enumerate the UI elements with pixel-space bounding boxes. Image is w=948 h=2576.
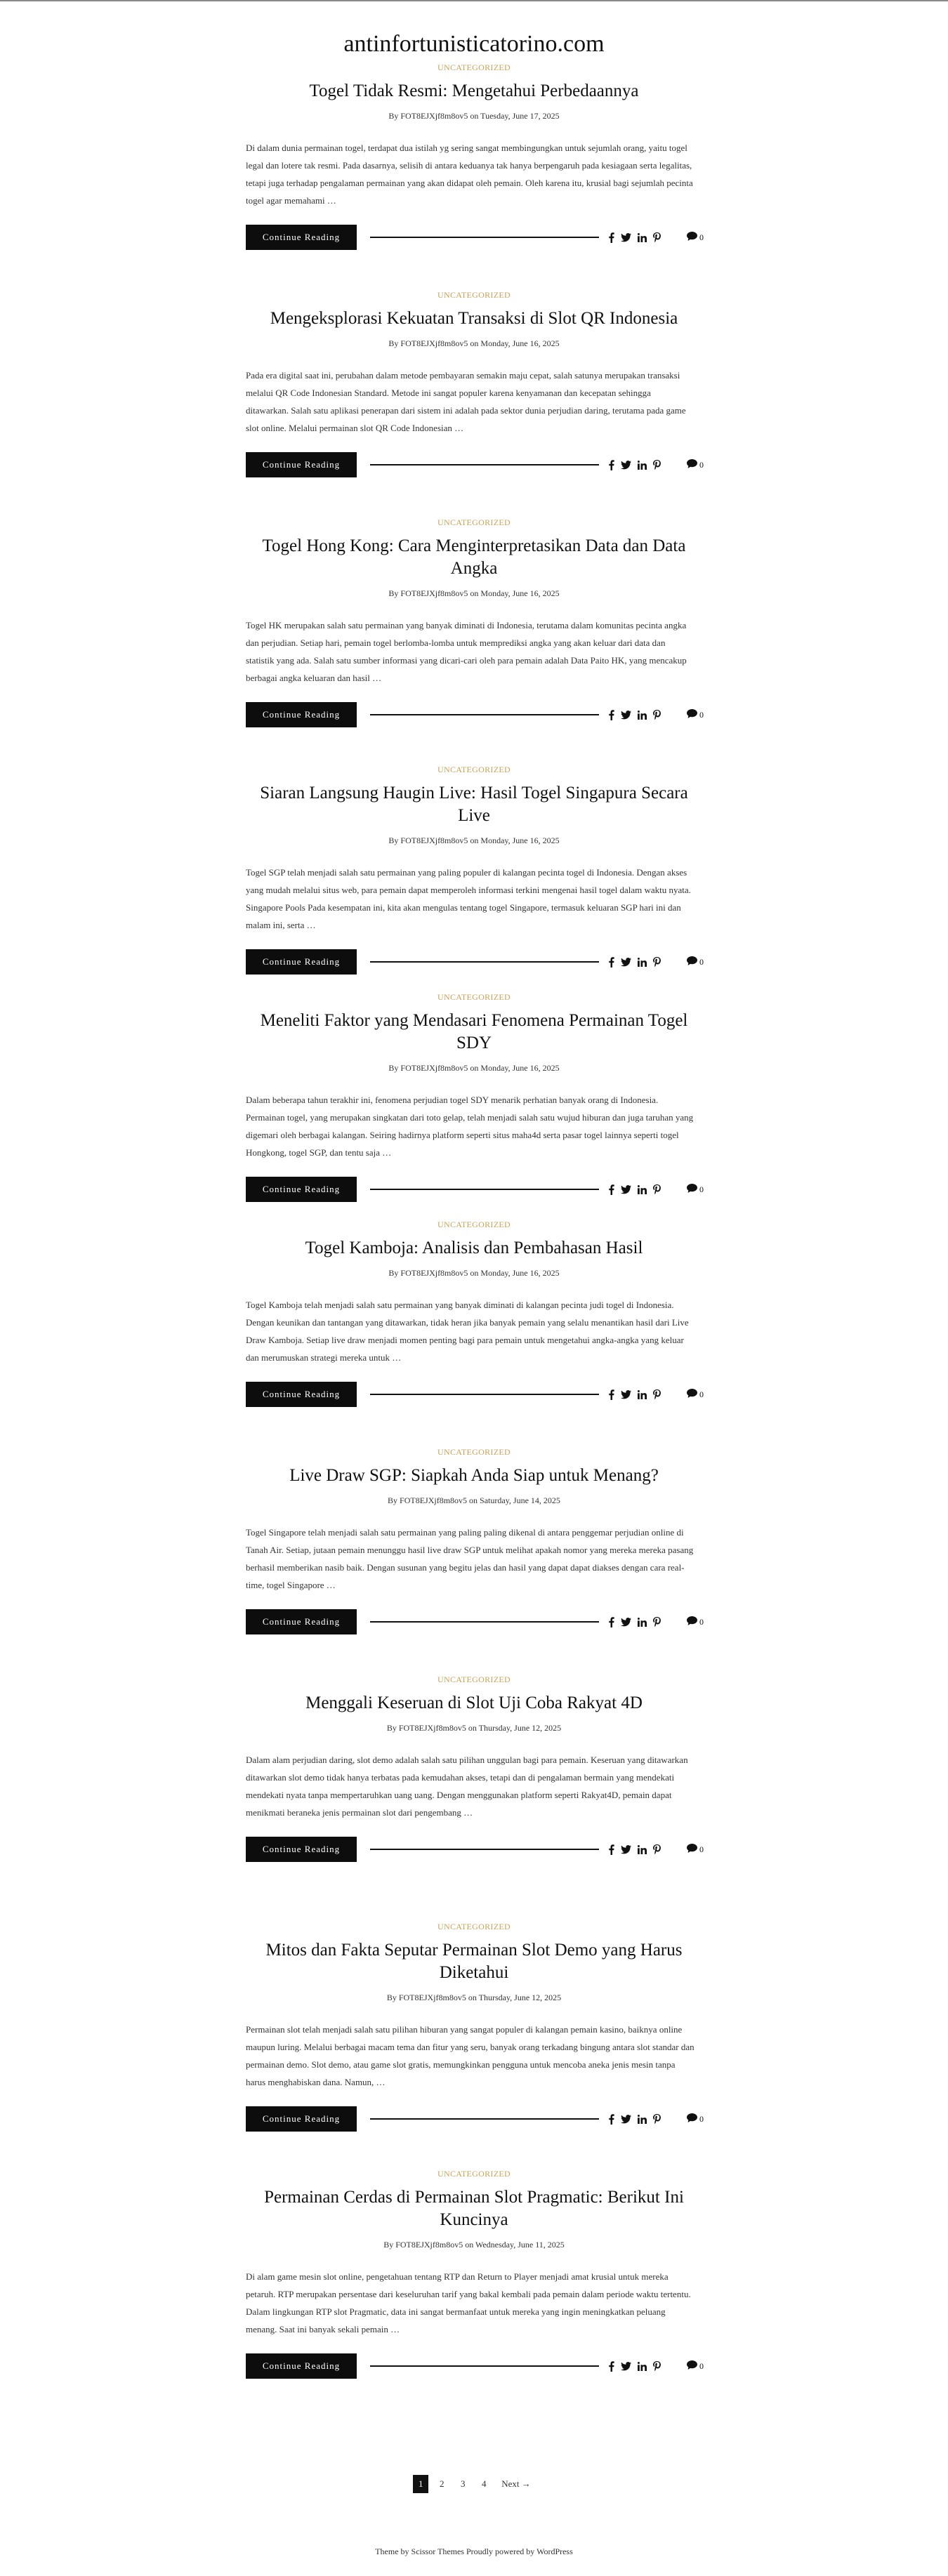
share-links — [608, 458, 661, 471]
share-links — [608, 708, 661, 721]
post-meta: By FOT8EJXjf8m8ov5 on Saturday, June 14, 2025 — [388, 1495, 560, 1505]
post-category[interactable]: UNCATEGORIZED — [437, 290, 511, 300]
comments-link[interactable] — [687, 1183, 704, 1196]
post-excerpt: Togel SGP telah menjadi salah satu permainan yang paling populer di kalangan pecinta togel di Indonesia. Dengan akses yang mudah melalui situs web, para pemain dapat memperoleh informasi terkini mengenai hasil togel dalam waktu nyata. Singapore Pools Pada kesempatan ini, kita akan mengulas tentang togel Singapore, termasuk keluaran SGP hari ini dan malam ini, serta … — [246, 867, 691, 930]
linkedin-icon[interactable] — [638, 461, 647, 470]
post-category[interactable]: UNCATEGORIZED — [437, 765, 511, 774]
twitter-icon[interactable] — [621, 1185, 631, 1194]
comments-link[interactable] — [687, 708, 704, 721]
twitter-icon[interactable] — [621, 958, 631, 967]
divider-line — [370, 1621, 599, 1623]
twitter-icon[interactable] — [621, 461, 631, 470]
post-excerpt: Dalam beberapa tahun terakhir ini, fenomena perjudian togel SDY menarik perhatian banyak orang di Indonesia. Permainan togel, yang merupakan singkatan dari toto gelap, telah menjadi salah satu wujud hiburan dan juga taruhan yang digemari oleh berbagai kalangan. Seiring hadirnya platform seperti situs maha4d serta pasar togel lainnya seperti togel Hongkong, togel SGP, dan tentu saja … — [246, 1095, 694, 1158]
pinterest-icon[interactable] — [653, 460, 661, 470]
continue-reading-button[interactable]: Continue Reading — [246, 949, 357, 975]
share-links — [608, 1388, 661, 1401]
post-actions — [246, 702, 702, 727]
post-category[interactable]: UNCATEGORIZED — [437, 992, 511, 1002]
comment-count: 0 — [699, 1844, 704, 1854]
post-actions — [246, 1837, 702, 1862]
divider-line — [370, 714, 599, 715]
post-actions — [246, 949, 702, 975]
facebook-icon[interactable] — [608, 1844, 614, 1855]
divider-line — [370, 1394, 599, 1395]
page-link-3[interactable]: 3 — [460, 2478, 466, 2489]
post-item — [0, 1921, 948, 2132]
post-actions — [246, 225, 702, 250]
share-links — [608, 231, 661, 244]
post-meta: By FOT8EJXjf8m8ov5 on Wednesday, June 11, 2025 — [383, 2240, 565, 2250]
comment-count: 0 — [699, 1184, 704, 1194]
post-category[interactable]: UNCATEGORIZED — [437, 1220, 511, 1229]
continue-reading-button[interactable]: Continue Reading — [246, 1382, 357, 1407]
comments-link[interactable] — [687, 2113, 704, 2125]
post-meta: By FOT8EJXjf8m8ov5 on Monday, June 16, 2025 — [388, 835, 560, 845]
continue-reading-button[interactable]: Continue Reading — [246, 1177, 357, 1202]
twitter-icon[interactable] — [621, 2115, 631, 2124]
post-list — [0, 60, 948, 2518]
comment-bubble-icon — [687, 1844, 697, 1856]
post-body — [246, 1219, 702, 1407]
post-title[interactable]: Togel Kamboja: Analisis dan Pembahasan Hasil — [305, 1239, 643, 1257]
divider-line — [370, 464, 599, 465]
comment-bubble-icon — [687, 1616, 697, 1628]
post-excerpt: Permainan slot telah menjadi salah satu pilihan hiburan yang sangat populer di kalangan pemain kasino, baiknya online maupun luring. Melalui berbagai macam tema dan fitur yang seru, banyak orang terkadang bingung antara slot standar dan permainan demo. Slot demo, atau game slot gratis, memungkinkan pengguna untuk mencoba aneka jenis mesin tanpa harus menghabiskan dana. Namun, … — [246, 2024, 694, 2087]
site-title[interactable]: antinfortunisticatorino.com — [343, 31, 605, 57]
post-body — [246, 1446, 702, 1634]
post-body — [246, 1921, 702, 2132]
post-title[interactable]: Togel Tidak Resmi: Mengetahui Perbedaannya — [309, 81, 639, 100]
pinterest-icon[interactable] — [653, 1844, 661, 1854]
post-actions — [246, 452, 702, 477]
post-excerpt: Di alam game mesin slot online, pengetahuan tentang RTP dan Return to Player menjadi amat krusial untuk mereka petaruh. RTP merupakan persentase dari keseluruhan tarif yang bakal kembali pada pemain dalam periode waktu tertentu. Dalam lingkungan RTP slot Pragmatic, data ini sangat bermanfaat untuk mereka yang ingin meningkatkan peluang menang. Saat ini banyak sekali pemain … — [246, 2271, 691, 2334]
divider-line — [370, 1189, 599, 1190]
linkedin-icon[interactable] — [638, 2362, 647, 2371]
post-item — [0, 62, 948, 250]
comment-bubble-icon — [687, 956, 697, 968]
facebook-icon[interactable] — [608, 1184, 614, 1195]
post-title[interactable]: Meneliti Faktor yang Mendasari Fenomena Permainan Togel SDY — [260, 1011, 688, 1052]
linkedin-icon[interactable] — [638, 1845, 647, 1854]
divider-line — [370, 961, 599, 963]
comments-link[interactable] — [687, 2360, 704, 2372]
post-excerpt: Pada era digital saat ini, perubahan dalam metode pembayaran semakin maju cepat, salah satunya merupakan transaksi melalui QR Code Indonesian Standard. Metode ini sangat populer karena kenyamanan dan kecepatan sehingga ditawarkan. Salah satu aplikasi penerapan dari sistem ini adalah pada sektor dunia perjudian daring, terutama pada game slot online. Melalui permainan slot QR Code Indonesian … — [246, 370, 686, 433]
divider-line — [370, 2118, 599, 2120]
comment-bubble-icon — [687, 2360, 697, 2372]
post-excerpt: Togel Singapore telah menjadi salah satu permainan yang paling paling dikenal di antara penggemar perjudian online di Tanah Air. Setiap, jutaan pemain menunggu hasil live draw SGP untuk melihat apakah nomor yang mereka mereka pasang berhasil memberikan nasib baik. Dengan susunan yang begitu jelas dan hasil yang dapat dapat diakses dengan cara real-time, togel Singapore … — [246, 1527, 694, 1590]
post-item — [0, 1446, 948, 1634]
comment-count: 0 — [699, 2360, 704, 2371]
post-meta: By FOT8EJXjf8m8ov5 on Monday, June 16, 2025 — [388, 588, 560, 598]
post-category[interactable]: UNCATEGORIZED — [437, 1675, 511, 1684]
pinterest-icon[interactable] — [653, 2361, 661, 2371]
twitter-icon[interactable] — [621, 1390, 631, 1399]
linkedin-icon[interactable] — [638, 1618, 647, 1627]
facebook-icon[interactable] — [608, 710, 614, 720]
continue-reading-button[interactable]: Continue Reading — [246, 1837, 357, 1862]
comment-count: 0 — [699, 459, 704, 470]
twitter-icon[interactable] — [621, 1618, 631, 1627]
post-body — [246, 62, 702, 250]
post-item — [0, 1219, 948, 1407]
post-excerpt: Togel HK merupakan salah satu permainan yang banyak diminati di Indonesia, terutama dalam komunitas pecinta angka dan perjudian. Setiap hari, pemain togel berlomba-lomba untuk memprediksi angka yang akan keluar dari data dan statistik yang ada. Salah satu sumber informasi yang dicari-cari oleh para pemain adalah Data Paito HK, yang mencakup berbagai angka keluaran dan hasil … — [246, 620, 687, 683]
linkedin-icon[interactable] — [638, 1390, 647, 1399]
divider-line — [370, 1849, 599, 1850]
share-links — [608, 2360, 661, 2372]
post-title[interactable]: Permainan Cerdas di Permainan Slot Pragmatic: Berikut Ini Kuncinya — [264, 2188, 684, 2229]
facebook-icon[interactable] — [608, 1389, 614, 1400]
divider-line — [370, 2365, 599, 2367]
post-meta: By FOT8EJXjf8m8ov5 on Thursday, June 12, 2025 — [386, 1993, 562, 2002]
post-body — [246, 289, 702, 477]
share-links — [608, 1616, 661, 1628]
pinterest-icon[interactable] — [653, 2114, 661, 2124]
page-link-2[interactable]: 2 — [439, 2478, 445, 2489]
continue-reading-button[interactable]: Continue Reading — [246, 2353, 357, 2379]
post-body — [246, 764, 702, 975]
comment-bubble-icon — [687, 1389, 697, 1401]
twitter-icon[interactable] — [621, 233, 631, 242]
facebook-icon[interactable] — [608, 232, 614, 243]
post-title[interactable]: Mitos dan Fakta Seputar Permainan Slot Demo yang Harus Diketahui — [265, 1941, 683, 1982]
post-excerpt: Di dalam dunia permainan togel, terdapat dua istilah yg sering sangat membingungkan untuk sejumlah orang, yaitu togel legal dan lotere tak resmi. Pada dasarnya, selisih di antara keduanya tak hanya berpengaruh pada kesiagaan serta legalitas, tetapi juga terhadap pengalaman permainan yang akan didapat oleh pemain. Oleh karena itu, krusial bagi sejumlah pecinta togel agar memahami … — [246, 143, 693, 206]
linkedin-icon[interactable] — [638, 233, 647, 242]
comment-count: 0 — [699, 1389, 704, 1399]
comment-count: 0 — [699, 956, 704, 967]
facebook-icon[interactable] — [608, 2361, 614, 2372]
post-title[interactable]: Menggali Keseruan di Slot Uji Coba Rakyat 4D — [305, 1693, 643, 1712]
comment-bubble-icon — [687, 232, 697, 244]
continue-reading-button[interactable]: Continue Reading — [246, 1609, 357, 1634]
post-title[interactable]: Siaran Langsung Haugin Live: Hasil Togel Singapura Secara Live — [260, 784, 688, 825]
pinterest-icon[interactable] — [653, 710, 661, 720]
next-page-link[interactable]: Next → — [501, 2478, 531, 2489]
continue-reading-button[interactable]: Continue Reading — [246, 702, 357, 727]
pinterest-icon[interactable] — [653, 1389, 661, 1399]
post-excerpt: Togel Kamboja telah menjadi salah satu permainan yang banyak diminati di kalangan pecinta judi togel di Indonesia. Dengan keunikan dan tantangan yang ditawarkan, tidak heran jika banyak pemain yang selalu menantikan hasil dari Live Draw Kamboja. Setiap live draw menjadi momen penting bagi para pemain untuk mengetahui angka-angka yang keluar dan merumuskan strategi mereka untuk … — [246, 1300, 689, 1363]
site-footer: Theme by Scissor Themes Proudly powered by WordPress — [375, 2547, 573, 2556]
post-title[interactable]: Live Draw SGP: Siapkah Anda Siap untuk Menang? — [289, 1466, 659, 1485]
facebook-icon[interactable] — [608, 1617, 614, 1627]
post-item — [0, 991, 948, 1202]
post-item — [0, 1674, 948, 1862]
post-item — [0, 517, 948, 727]
share-links — [608, 2113, 661, 2125]
comment-bubble-icon — [687, 709, 697, 721]
linkedin-icon[interactable] — [638, 2115, 647, 2124]
facebook-icon[interactable] — [608, 2114, 614, 2125]
post-item — [0, 289, 948, 477]
comments-link[interactable] — [687, 1616, 704, 1628]
share-links — [608, 1183, 661, 1196]
facebook-icon[interactable] — [608, 460, 614, 470]
post-category[interactable]: UNCATEGORIZED — [437, 1447, 511, 1457]
pinterest-icon[interactable] — [653, 1617, 661, 1627]
post-category[interactable]: UNCATEGORIZED — [437, 62, 511, 72]
page-link-4[interactable]: 4 — [481, 2478, 487, 2489]
post-body — [246, 1674, 702, 1862]
comment-count: 0 — [699, 1616, 704, 1627]
post-meta: By FOT8EJXjf8m8ov5 on Tuesday, June 17, 2025 — [388, 111, 560, 121]
divider-line — [370, 237, 599, 238]
post-actions — [246, 2353, 702, 2379]
post-body — [246, 2168, 702, 2379]
continue-reading-button[interactable]: Continue Reading — [246, 452, 357, 477]
continue-reading-button[interactable]: Continue Reading — [246, 2106, 357, 2132]
post-category[interactable]: UNCATEGORIZED — [437, 1922, 511, 1931]
page-link-1[interactable]: 1 — [413, 2475, 428, 2493]
post-body — [246, 517, 702, 727]
linkedin-icon[interactable] — [638, 1185, 647, 1194]
comments-link[interactable] — [687, 1388, 704, 1401]
post-meta: By FOT8EJXjf8m8ov5 on Monday, June 16, 2025 — [388, 1063, 560, 1073]
comment-count: 0 — [699, 2113, 704, 2124]
comments-link[interactable] — [687, 231, 704, 244]
post-item — [0, 764, 948, 975]
post-meta: By FOT8EJXjf8m8ov5 on Monday, June 16, 2025 — [388, 338, 560, 348]
comment-bubble-icon — [687, 459, 697, 471]
pinterest-icon[interactable] — [653, 957, 661, 967]
share-links — [608, 1843, 661, 1856]
post-title[interactable]: Mengeksplorasi Kekuatan Transaksi di Slot QR Indonesia — [270, 309, 678, 328]
post-item — [0, 2168, 948, 2379]
comment-count: 0 — [699, 709, 704, 720]
comments-link[interactable] — [687, 458, 704, 471]
comments-link[interactable] — [687, 1843, 704, 1856]
pagination — [0, 2475, 948, 2493]
twitter-icon[interactable] — [621, 2362, 631, 2371]
pinterest-icon[interactable] — [653, 1184, 661, 1194]
facebook-icon[interactable] — [608, 957, 614, 967]
post-excerpt: Dalam alam perjudian daring, slot demo adalah salah satu pilihan unggulan bagi para pemain. Keseruan yang ditawarkan ditawarkan slot demo tidak hanya terbatas pada kemudahan akses, tetapi dan di pengalaman bermain yang mendekati mendekati nyata tanpa mempertaruhkan uang uang. Dengan menggunakan platform seperti Rakyat4D, pemain dapat menikmati beraneka jenis permainan slot dari pengembang … — [246, 1755, 688, 1818]
post-meta: By FOT8EJXjf8m8ov5 on Thursday, June 12, 2025 — [386, 1723, 562, 1733]
linkedin-icon[interactable] — [638, 958, 647, 967]
post-meta: By FOT8EJXjf8m8ov5 on Monday, June 16, 2025 — [388, 1268, 560, 1278]
post-category[interactable]: UNCATEGORIZED — [437, 517, 511, 527]
post-body — [246, 991, 702, 1202]
continue-reading-button[interactable]: Continue Reading — [246, 225, 357, 250]
post-title[interactable]: Togel Hong Kong: Cara Menginterpretasikan Data dan Data Angka — [262, 536, 686, 578]
post-actions — [246, 2106, 702, 2132]
comments-link[interactable] — [687, 956, 704, 968]
comment-bubble-icon — [687, 2113, 697, 2125]
post-actions — [246, 1609, 702, 1634]
post-actions — [246, 1382, 702, 1407]
linkedin-icon[interactable] — [638, 711, 647, 720]
comment-count: 0 — [699, 232, 704, 242]
comment-bubble-icon — [687, 1184, 697, 1196]
share-links — [608, 956, 661, 968]
pinterest-icon[interactable] — [653, 232, 661, 242]
twitter-icon[interactable] — [621, 1845, 631, 1854]
post-category[interactable]: UNCATEGORIZED — [437, 2169, 511, 2179]
twitter-icon[interactable] — [621, 711, 631, 720]
post-actions — [246, 1177, 702, 1202]
